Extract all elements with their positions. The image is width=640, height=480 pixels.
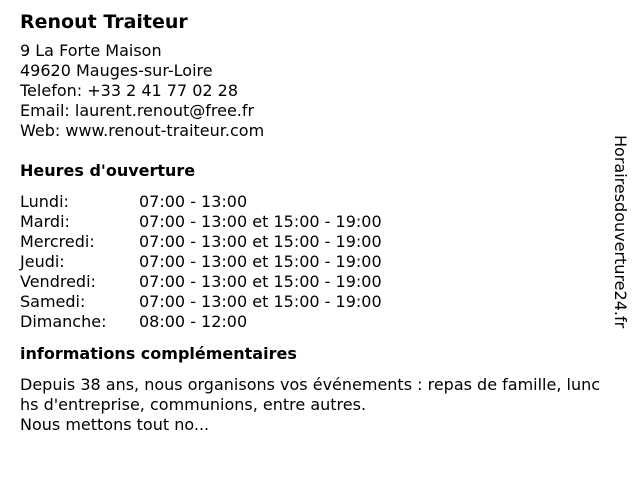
info-heading: informations complémentaires <box>20 344 297 363</box>
address-line-2: 49620 Mauges-sur-Loire <box>20 61 213 80</box>
hours-row-lundi <box>20 192 610 212</box>
web-line: Web: www.renout-traiteur.com <box>20 121 265 140</box>
day-label: Samedi: <box>20 292 86 311</box>
day-label: Vendredi: <box>20 272 96 291</box>
hours-row-samedi <box>20 292 610 312</box>
day-times: 08:00 - 12:00 <box>139 312 248 331</box>
hours-row-jeudi <box>20 252 610 272</box>
business-name: Renout Traiteur <box>20 11 188 33</box>
phone-line: Telefon: +33 2 41 77 02 28 <box>20 81 239 100</box>
watermark-text: Horairesdouverture24.fr <box>611 135 630 329</box>
day-times: 07:00 - 13:00 et 15:00 - 19:00 <box>139 212 382 231</box>
hours-heading: Heures d'ouverture <box>20 161 196 180</box>
day-times: 07:00 - 13:00 et 15:00 - 19:00 <box>139 252 382 271</box>
day-label: Lundi: <box>20 192 69 211</box>
info-description: Depuis 38 ans, nous organisons vos événements : repas de famille, lunchs d'entreprise, communions, entre autres. <box>20 375 601 414</box>
email-line: Email: laurent.renout@free.fr <box>20 101 255 120</box>
day-times: 07:00 - 13:00 <box>139 192 248 211</box>
day-times: 07:00 - 13:00 et 15:00 - 19:00 <box>139 272 382 291</box>
hours-row-dimanche <box>20 312 610 332</box>
business-card <box>20 10 610 435</box>
info-truncated-text: Nous mettons tout no... <box>20 415 210 434</box>
hours-row-mardi <box>20 212 610 232</box>
day-times: 07:00 - 13:00 et 15:00 - 19:00 <box>139 292 382 311</box>
hours-row-vendredi <box>20 272 610 292</box>
day-label: Jeudi: <box>20 252 65 271</box>
hours-row-mercredi <box>20 232 610 252</box>
address-line-1: 9 La Forte Maison <box>20 41 162 60</box>
day-label: Mercredi: <box>20 232 95 251</box>
day-label: Mardi: <box>20 212 70 231</box>
day-times: 07:00 - 13:00 et 15:00 - 19:00 <box>139 232 382 251</box>
hours-table <box>20 192 610 332</box>
info-text <box>20 375 610 435</box>
day-label: Dimanche: <box>20 312 107 331</box>
